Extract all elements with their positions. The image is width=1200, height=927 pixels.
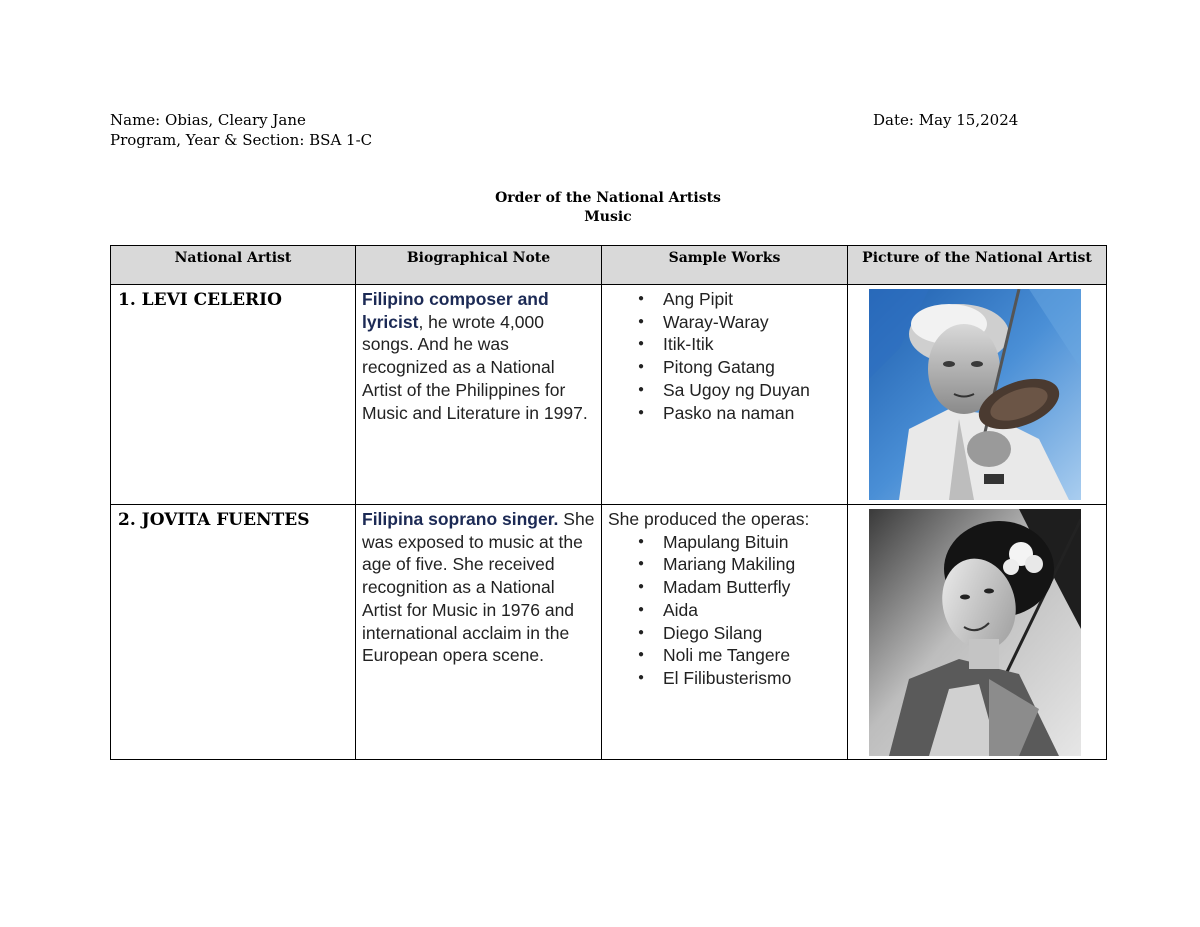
- artist-cell: [111, 505, 356, 760]
- list-item: ● Itik-Itik: [638, 333, 841, 356]
- list-item: ● Noli me Tangere: [638, 644, 841, 667]
- bio-rest: She was exposed to music at the age of five. She received recognition as a National Artist for Music in 1976 and international acclaim in the European opera scene.: [362, 509, 595, 666]
- list-item: ● El Filibusterismo: [638, 667, 841, 690]
- list-item: ● Sa Ugoy ng Duyan: [638, 379, 841, 402]
- column-header-biographical-note: Biographical Note: [356, 246, 602, 285]
- document-subtitle: Music: [584, 209, 632, 225]
- program-line: [110, 130, 372, 150]
- artist-name: 1. LEVI CELERIO: [118, 290, 282, 310]
- bio-text: [356, 285, 601, 424]
- name-value: Obias, Cleary Jane: [165, 111, 306, 129]
- program-label: Program, Year & Section:: [110, 131, 305, 149]
- student-name-line: [110, 110, 306, 130]
- list-item: ● Pasko na naman: [638, 402, 841, 425]
- date-value: May 15,2024: [918, 111, 1019, 129]
- works-list-wrap: [602, 285, 847, 424]
- table-row: [111, 505, 1107, 760]
- list-item: ● Aida: [638, 599, 841, 622]
- artist-cell: [111, 285, 356, 505]
- column-header-sample-works: Sample Works: [602, 246, 848, 285]
- table-row: [111, 285, 1107, 505]
- date-line: [873, 110, 1018, 130]
- name-label: Name:: [110, 111, 161, 129]
- bio-lead: Filipino composer and lyricist: [362, 289, 549, 332]
- column-header-picture: Picture of the National Artist: [848, 246, 1107, 285]
- portrait-man-violin-photo: [869, 289, 1081, 500]
- program-value: BSA 1-C: [309, 131, 373, 149]
- table-header-row: [111, 246, 1107, 285]
- list-item: ● Diego Silang: [638, 622, 841, 645]
- bio-cell: [356, 285, 602, 505]
- works-cell: [602, 505, 848, 760]
- works-list: [608, 288, 841, 424]
- document-title: Order of the National Artists: [495, 190, 721, 206]
- bio-rest: , he wrote 4,000 songs. And he was recognized as a National Artist of the Philippines for Music and Literature in 1997.: [362, 311, 588, 423]
- list-item: ● Madam Butterfly: [638, 576, 841, 599]
- list-item: ● Waray-Waray: [638, 311, 841, 334]
- works-intro: She produced the operas:: [608, 509, 810, 529]
- artist-name: 2. JOVITA FUENTES: [118, 510, 310, 530]
- date-label: Date:: [873, 111, 914, 129]
- works-cell: [602, 285, 848, 505]
- national-artists-table: [110, 245, 1107, 760]
- bio-text: [356, 505, 601, 667]
- list-item: ● Pitong Gatang: [638, 356, 841, 379]
- list-item: ● Mapulang Bituin: [638, 531, 841, 554]
- works-list-wrap: [602, 505, 847, 690]
- bio-cell: [356, 505, 602, 760]
- column-header-national-artist: National Artist: [111, 246, 356, 285]
- portrait-woman-opera-photo: [869, 509, 1081, 756]
- picture-cell: [848, 505, 1107, 760]
- list-item: ● Ang Pipit: [638, 288, 841, 311]
- list-item: ● Mariang Makiling: [638, 553, 841, 576]
- bio-lead: Filipina soprano singer.: [362, 509, 559, 529]
- picture-cell: [848, 285, 1107, 505]
- works-list: [608, 531, 841, 690]
